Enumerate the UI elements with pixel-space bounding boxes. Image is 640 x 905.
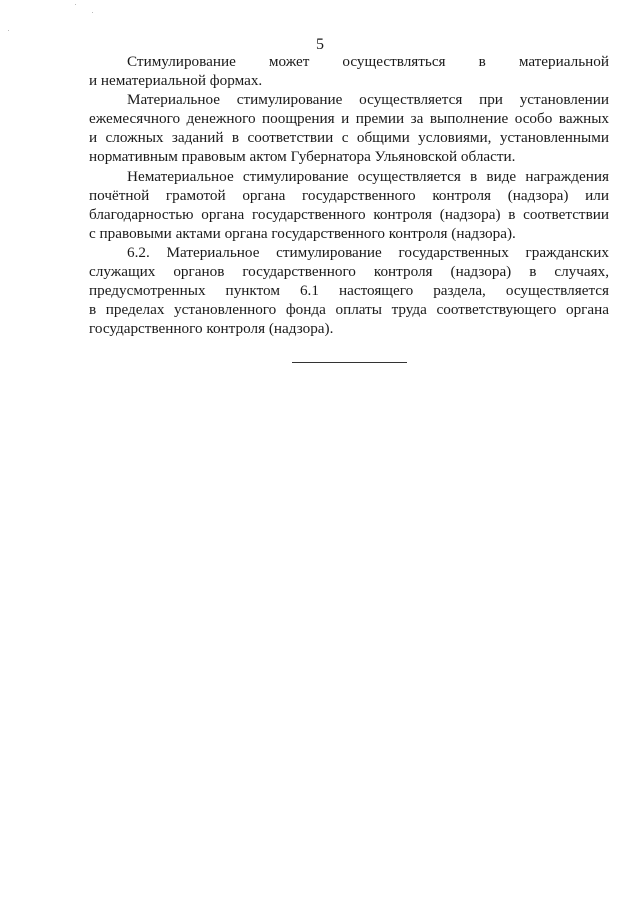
paragraph-4 [89, 243, 609, 338]
text-line: и сложных заданий в соответствии с общими условиями, установленными [89, 129, 609, 147]
page-number: 5 [316, 36, 324, 53]
text-line: Нематериальное стимулирование осуществляется в виде награждения [127, 167, 609, 185]
text-line: Материальное стимулирование осуществляется при установлении [127, 91, 609, 109]
scan-speck [8, 30, 9, 31]
text-line: государственного контроля (надзора). [89, 320, 334, 338]
text-line: и нематериальной формах. [89, 72, 263, 90]
text-line: благодарностью органа государственного контроля (надзора) в соответствии [89, 205, 609, 223]
paragraph-2 [89, 90, 609, 166]
document-body [89, 52, 609, 338]
text-line: Стимулирование может осуществляться в материальной [127, 53, 609, 70]
text-line: служащих органов государственного контроля (надзора) в случаях, [89, 263, 609, 281]
text-line: почётной грамотой органа государственного контроля (надзора) или [89, 186, 609, 204]
end-divider-line [292, 362, 407, 363]
text-line: с правовыми актами органа государственного контроля (надзора). [89, 224, 516, 242]
text-line: в пределах установленного фонда оплаты труда соответствующего органа [89, 301, 609, 319]
text-line: нормативным правовым актом Губернатора Ульяновской области. [89, 148, 516, 166]
paragraph-1 [89, 52, 609, 90]
scan-speck [92, 12, 93, 13]
paragraph-3 [89, 167, 609, 243]
text-line: предусмотренных пунктом 6.1 настоящего раздела, осуществляется [89, 282, 609, 300]
scan-speck [75, 4, 76, 5]
text-line: ежемесячного денежного поощрения и премии за выполнение особо важных [89, 110, 609, 128]
text-line: 6.2. Материальное стимулирование государственных гражданских [127, 243, 609, 261]
